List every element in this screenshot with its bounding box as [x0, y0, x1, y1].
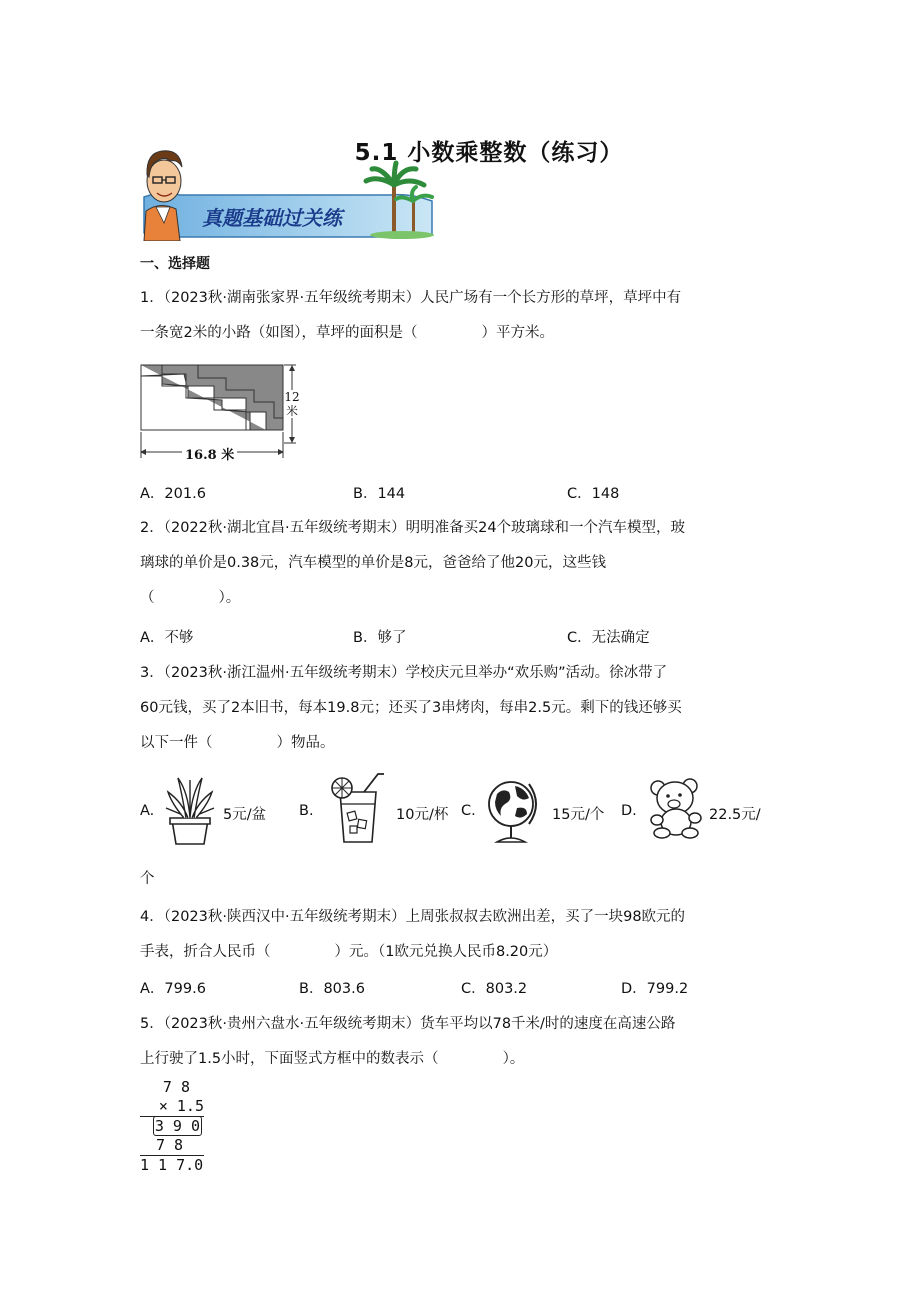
q3-option-d-letter[interactable]: D.	[621, 803, 637, 819]
banner-label: 真题基础过关练	[202, 206, 342, 230]
question-4	[140, 900, 780, 970]
calc-boxed-number: 3 9 0	[154, 1117, 200, 1135]
question-5-line-2: 上行驶了1.5小时，下面竖式方框中的数表示（ ）。	[140, 1051, 525, 1067]
q3-option-d-price: 22.5元/	[709, 807, 761, 823]
question-3-line-3: 以下一件（ ）物品。	[140, 735, 335, 751]
question-2-line-2: 璃球的单价是0.38元，汽车模型的单价是8元，爸爸给了他20元，这些钱	[140, 555, 606, 571]
question-4-line-2: 手表，折合人民币（ ）元。（1欧元兑换人民币8.20元）	[140, 944, 558, 960]
question-3	[140, 656, 780, 761]
globe-icon	[483, 774, 543, 848]
q3-option-c-letter[interactable]: C.	[461, 803, 476, 819]
q4-option-d[interactable]: D．799.2	[621, 981, 689, 997]
q3-option-a-price: 5元/盆	[223, 807, 267, 823]
q2-option-b[interactable]: B．够了	[353, 630, 407, 646]
question-3-line-1: 3．（2023秋·浙江温州·五年级统考期末）学校庆元旦举办“欢乐购”活动。徐冰带了	[140, 665, 668, 681]
question-2-line-1: 2．（2022秋·湖北宜昌·五年级统考期末）明明准备买24个玻璃球和一个汽车模型，玻	[140, 520, 686, 536]
plant-icon	[162, 774, 218, 846]
question-1-figure	[138, 362, 302, 462]
q3-option-b-price: 10元/杯	[396, 807, 449, 823]
calc-row-1: 7 8	[162, 1078, 190, 1096]
q3-option-c-price: 15元/个	[552, 807, 605, 823]
q4-option-a[interactable]: A．799.6	[140, 981, 206, 997]
question-1	[140, 281, 780, 351]
q1-option-a[interactable]: A．201.6	[140, 486, 206, 502]
question-1-line-1: 1．（2023秋·湖南张家界·五年级统考期末）人民广场有一个长方形的草坪，草坪中有	[140, 290, 682, 306]
question-1-line-2: 一条宽2米的小路（如图），草坪的面积是（ ）平方米。	[140, 325, 554, 341]
page-title: 5.1 小数乘整数（练习）	[354, 140, 624, 166]
question-3-line-2: 60元钱，买了2本旧书，每本19.8元；还买了3串烤肉，每串2.5元。剩下的钱还够买	[140, 700, 682, 716]
vertical-calculation	[140, 1078, 210, 1175]
section-banner	[140, 145, 436, 241]
q1-option-b[interactable]: B．144	[353, 486, 406, 502]
q4-option-c[interactable]: C．803.2	[461, 981, 528, 997]
question-2-line-3: （ ）。	[140, 590, 241, 606]
question-2	[140, 511, 780, 616]
question-4-line-1: 4．（2023秋·陕西汉中·五年级统考期末）上周张叔叔去欧洲出差，买了一块98欧元的	[140, 909, 686, 925]
q3-option-b-letter[interactable]: B.	[299, 803, 314, 819]
q3-option-d-wrap: 个	[140, 871, 155, 887]
banner-graphic	[140, 145, 436, 241]
teddy-bear-icon	[648, 776, 706, 840]
q3-option-a-letter[interactable]: A.	[140, 803, 155, 819]
q1-option-c[interactable]: C．148	[567, 486, 620, 502]
calc-row-5: 1 1 7.0	[140, 1156, 204, 1174]
calc-row-4: 7 8	[156, 1136, 184, 1154]
q2-option-c[interactable]: C．无法确定	[567, 630, 650, 646]
question-5-line-1: 5．（2023秋·贵州六盘水·五年级统考期末）货车平均以78千米/时的速度在高速公路	[140, 1016, 676, 1032]
calc-row-2: × 1.5	[158, 1097, 204, 1115]
q2-option-a[interactable]: A．不够	[140, 630, 194, 646]
figure-height-unit: 米	[285, 404, 298, 418]
figure-height-number: 12	[284, 390, 300, 404]
q4-option-b[interactable]: B．803.6	[299, 981, 365, 997]
question-5	[140, 1007, 780, 1077]
figure-width-label: 16.8 米	[182, 444, 237, 463]
drink-icon	[326, 770, 392, 846]
section-heading: 一、选择题	[140, 256, 210, 272]
